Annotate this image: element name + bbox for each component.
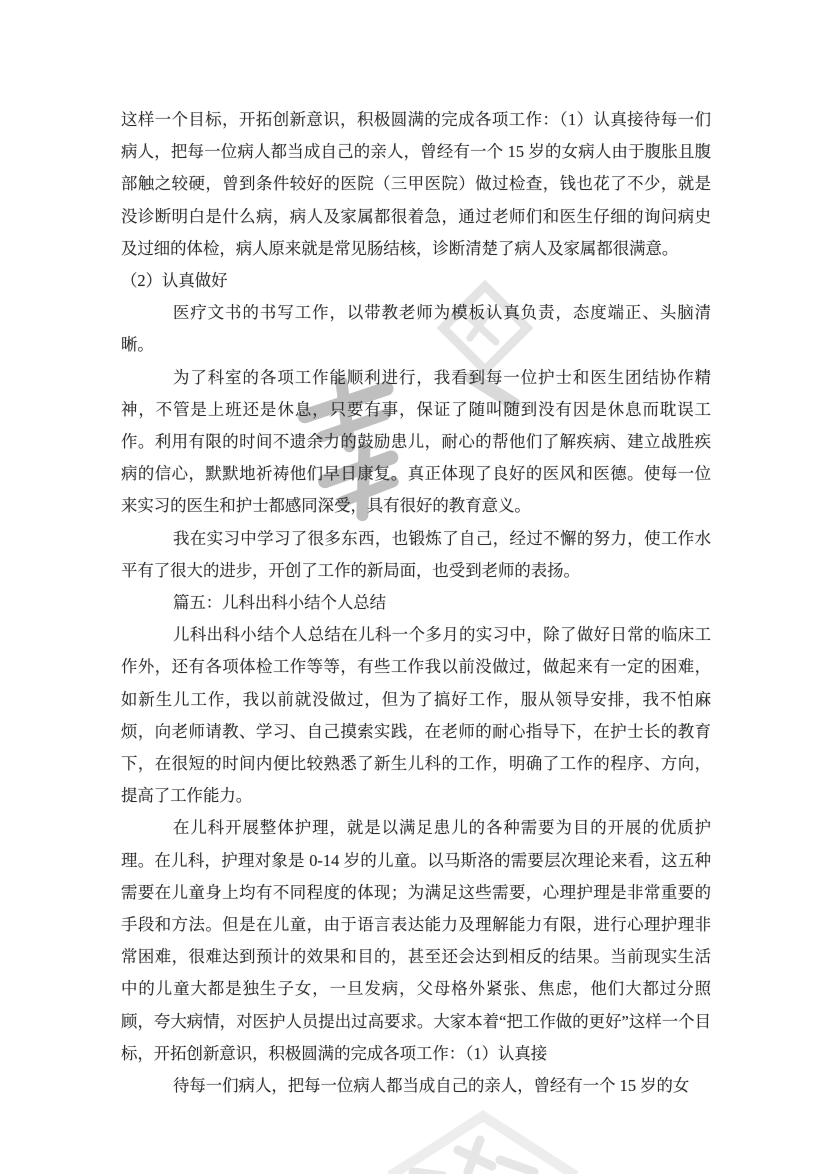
paragraph-2: （2）认真做好: [121, 271, 228, 291]
paragraph-9: 待每一们病人，把每一位病人都当成自己的亲人，曾经有一个 15 岁的女: [173, 1076, 690, 1096]
paragraph-4: 为了科室的各项工作能顺利进行，我看到每一位护士和医生团结协作精神，不管是上班还是休息，只要有事，保证了随叫随到没有因是休息而耽误工作。利用有限的时间不遗余力的鼓励患儿，耐心的帮他们了解疾病、建立战胜疾病的信心，默默地祈祷他们早日康复。真正体现了良好的医风和医德。使每一位来实习的医生和护士都感同深受，具有很好的教育意义。: [121, 367, 711, 516]
paragraph-6-section-heading: 篇五：儿科出科小结个人总结: [173, 593, 387, 613]
paragraph-5: 我在实习中学习了很多东西，也锻炼了自己，经过不懈的努力，使工作水平有了很大的进步，开创了工作的新局面，也受到老师的表扬。: [121, 528, 711, 580]
paragraph-1: 这样一个目标，开拓创新意识，积极圆满的完成各项工作：（1）认真接待每一们病人，把每一位病人都当成自己的亲人，曾经有一个 15 岁的女病人由于腹胀且腹部触之较硬，曾到条件较好的医院（三甲医院）做过检查，钱也花了不少，就是没诊断明白是什么病，病人及家属都很着急，通过老师们和医生仔细的询问病史及过细的体检，病人原来就是常见肠结核，诊断清楚了病人及家属都很满意。: [121, 110, 711, 258]
paragraph-3: 医疗文书的书写工作，以带教老师为模板认真负责，态度端正、头脑清晰。: [121, 303, 711, 355]
document-text: [121, 104, 711, 1102]
paragraph-8: 在儿科开展整体护理，就是以满足患儿的各种需要为目的开展的优质护理。在儿科，护理对象是 0-14 岁的儿童。以马斯洛的需要层次理论来看，这五种需要在儿童身上均有不同程度的体现；为满足这些需要，心理护理是非常重要的手段和方法。但是在儿童，由于语言表达能力及理解能力有限，进行心理护理非常困难，很难达到预计的效果和目的，甚至还会达到相反的结果。当前现实生活中的儿童大都是独生子女，一旦发病，父母格外紧张、焦虑，他们大都过分照顾，夸大病情，对医护人员提出过高要求。大家本着“把工作做的更好”这样一个目标，开拓创新意识，积极圆满的完成各项工作：（1）认真接: [121, 818, 711, 1063]
paragraph-7: 儿科出科小结个人总结在儿科一个多月的实习中，除了做好日常的临床工作外，还有各项体检工作等等，有些工作我以前没做过，做起来有一定的困难，如新生儿工作，我以前就没做过，但为了搞好工作，服从领导安排，我不怕麻烦，向老师请教、学习、自己摸索实践，在老师的耐心指导下，在护士长的教育下，在很短的时间内便比较熟悉了新生儿科的工作，明确了工作的程序、方向，提高了工作能力。: [121, 625, 711, 806]
